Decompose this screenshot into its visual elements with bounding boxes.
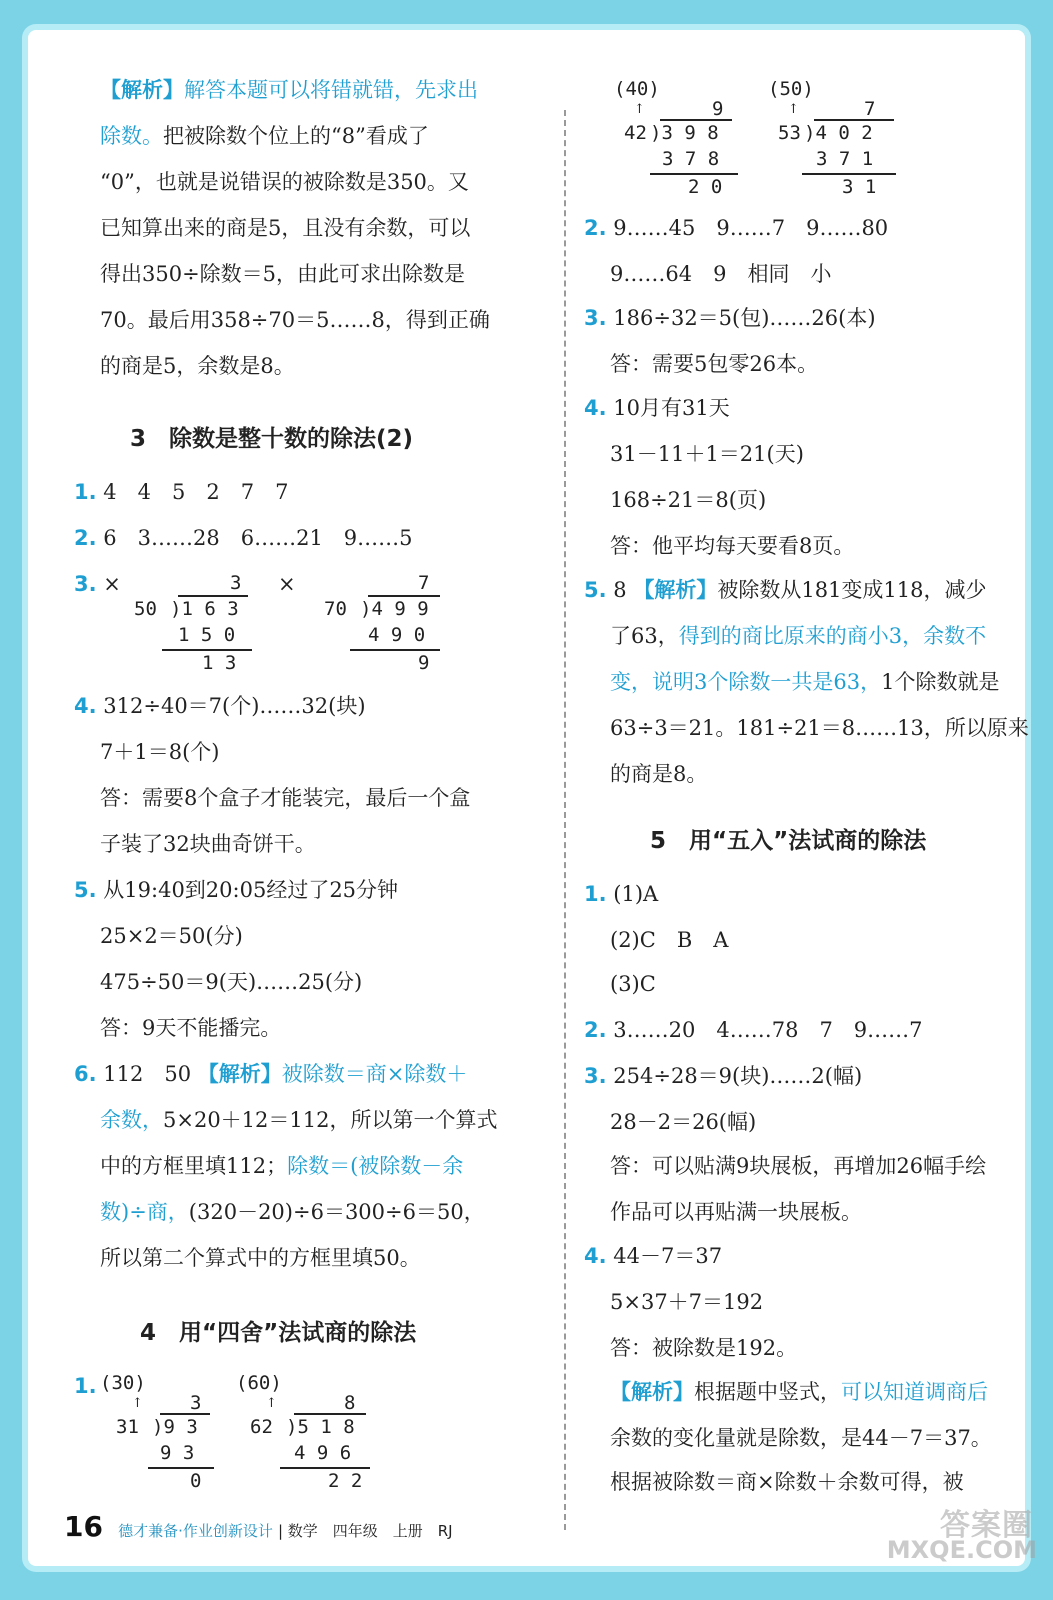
s3-q6-line-2: 余数，5×20＋12＝112，所以第一个算式 [100, 1108, 498, 1132]
s3-q4-line-2: 7＋1＝8(个) [100, 740, 220, 764]
r-q4-line-1: 4. 10月有31天 [584, 396, 730, 420]
r-q5-line-2: 了63，得到的商比原来的商小3，余数不 [610, 624, 987, 648]
s5-q1-line-3: (3)C [610, 972, 656, 996]
r-q5-line-5: 的商是8。 [610, 762, 708, 786]
s5-q2: 2. 3……20 4……78 7 9……7 [584, 1018, 923, 1042]
s3-q3: 3. × [74, 572, 121, 596]
r-q3-line-1: 3. 186÷32＝5(包)……26(本) [584, 306, 876, 330]
s3-q2: 2. 6 3……28 6……21 9……5 [74, 526, 413, 550]
s3-q5-line-1: 5. 从19:40到20:05经过了25分钟 [74, 878, 399, 902]
s5-q1-line-2: (2)C B A [610, 928, 729, 952]
s3-q3-cross-2: × [278, 572, 296, 596]
intro-line-2: 除数。把被除数个位上的“8”看成了 [100, 124, 429, 148]
watermark-url: MXQE.COM [886, 1536, 1037, 1564]
s5-q3-line-1: 3. 254÷28＝9(块)……2(幅) [584, 1064, 863, 1088]
page-footer [64, 1510, 453, 1543]
section-4-heading: 4 用“四舍”法试商的除法 [140, 1320, 417, 1346]
s5-q4-line-2: 5×37＋7＝192 [610, 1290, 764, 1314]
s5-q4-explain-1: 【解析】根据题中竖式，可以知道调商后 [610, 1379, 988, 1404]
intro-line-7: 的商是5，余数是8。 [100, 354, 295, 378]
s5-q3-line-3: 答：可以贴满9块展板，再增加26幅手绘 [610, 1154, 987, 1178]
s5-q4-explain-2: 余数的变化量就是除数，是44－7＝37。 [610, 1426, 992, 1450]
intro-line-4: 已知算出来的商是5，且没有余数，可以 [100, 216, 471, 240]
r-q5-line-1: 5. 8 【解析】被除数从181变成118，减少 [584, 577, 987, 602]
s3-q5-line-3: 475÷50＝9(天)……25(分) [100, 970, 363, 994]
s3-q6-line-4: 数)÷商，(320－20)÷6＝300÷6＝50， [100, 1200, 485, 1224]
s5-q3-line-4: 作品可以再贴满一块展板。 [610, 1200, 862, 1224]
page-number: 16 [64, 1510, 103, 1543]
watermark-logo: 答案圈 [940, 1508, 1033, 1543]
s3-q5-line-4: 答：9天不能播完。 [100, 1016, 282, 1040]
r-q5-line-4: 63÷3＝21。181÷21＝8……13，所以原来 [610, 716, 1029, 740]
r-q5-line-3: 变，说明3个除数一共是63，1个除数就是 [610, 670, 1000, 694]
intro-line-3: “0”，也就是说错误的被除数是350。又 [100, 170, 469, 194]
intro-line-6: 70。最后用358÷70＝5……8，得到正确 [100, 308, 490, 332]
intro-line-5: 得出350÷除数＝5，由此可求出除数是 [100, 262, 466, 286]
r-q2-line-1: 2. 9……45 9……7 9……80 [584, 216, 889, 240]
r-q2-line-2: 9……64 9 相同 小 [610, 262, 832, 286]
r-q3-line-2: 答：需要5包零26本。 [610, 352, 819, 376]
s3-q4-line-3: 答：需要8个盒子才能装完，最后一个盒 [100, 786, 471, 810]
page-frame: 【解析】解答本题可以将错就错，先求出 除数。把被除数个位上的“8”看成了 “0”，也就是说错误的被除数是350。又 已知算出来的商是5，且没有余数，可以 得出350÷除数＝5，由此可求出除数是 70。最后用358÷70＝5……8，得到正确 的商是5，余数是8。 3 除数是整十数的除法(2) 1. 4 4 5 2 7 7 2. 6 3……28 6……21 9……5 3. × × 3 50 )1 6 3 1 5 0 1 3 7 70 )4 9 9 4 9 0 9 4. 312÷40＝7(个)……32(块) 7＋1＝8(个) 答：需要8个盒子才能装完，最后一个盒 子装了32块曲奇饼干。 5. 从19:40到20:05经过了25分钟 25×2＝50(分) 475÷50＝9(天)……25(分) 答：9天不能播完。 6. 112 50 【解析】被除数＝商×除数＋ 余数，5×20＋12＝112，所以第一个算式 中的方框里填112；除数＝(被除数－余 数)÷商，(320－20)÷6＝300÷6＝50， 所以第二个算式中的方框里填50。 4 用“四舍”法试商的除法 1. (30) ↑ 3 31 )9 3 9 3 0 (60) ↑ 8 62 )5 1 8 4 9 6 2 2 (40) ↑ 9 42 )3 9 8 3 7 8 2 0 (50) ↑ 7 53 )4 0 2 3 7 1 3 1 2. 9……45 9……7 9……80 9……64 9 相同 小 3. 186÷32＝5(包)……26(本) 答：需要5包零26本。 4. 10月有31天 31－11＋1＝21(天) 168÷21＝8(页) 答：他平均每天要看8页。 5. 8 【解析】被除数从181变成118，减少 了63，得到的商比原来的商小3，余数不 变，说明3个除数一共是63，1个除数就是 63÷3＝21。181÷21＝8……13，所以原来 的商是8。 5 用“五入”法试商的除法 1. (1)A (2)C B A (3)C 2. 3……20 4……78 7 9……7 3. 254÷28＝9(块)……2(幅) 28－2＝26(幅) 答：可以贴满9块展板，再增加26幅手绘 作品可以再贴满一块展板。 4. 44－7＝37 5×37＋7＝192 答：被除数是192。 【解析】根据题中竖式，可以知道调商后 余数的变化量就是除数，是44－7＝37。 根据被除数＝商×除数＋余数可得，被 16 德才兼备·作业创新设计 | 数学 四年级 上册 RJ [28, 30, 1025, 1566]
r-q4-line-4: 答：他平均每天要看8页。 [610, 534, 855, 558]
section-3-heading: 3 除数是整十数的除法(2) [130, 426, 414, 452]
s3-q6-line-3: 中的方框里填112；除数＝(被除数－余 [100, 1154, 464, 1178]
s5-q4-explain-3: 根据被除数＝商×除数＋余数可得，被 [610, 1470, 964, 1494]
book-info: | 数学 四年级 上册 RJ [277, 1522, 453, 1540]
intro-line-1: 【解析】解答本题可以将错就错，先求出 [100, 77, 478, 102]
section-5-heading: 5 用“五入”法试商的除法 [650, 828, 927, 854]
s3-q1: 1. 4 4 5 2 7 7 [74, 480, 289, 504]
r-q4-line-3: 168÷21＝8(页) [610, 488, 767, 512]
s3-q4-line-4: 子装了32块曲奇饼干。 [100, 832, 316, 856]
s5-q4-line-1: 4. 44－7＝37 [584, 1244, 723, 1268]
s3-q4-line-1: 4. 312÷40＝7(个)……32(块) [74, 694, 366, 718]
s4-q1-number: 1. [74, 1374, 97, 1398]
s5-q1-line-1: 1. (1)A [584, 882, 659, 906]
s3-q6-line-5: 所以第二个算式中的方框里填50。 [100, 1246, 421, 1270]
r-q4-line-2: 31－11＋1＝21(天) [610, 442, 804, 466]
s5-q3-line-2: 28－2＝26(幅) [610, 1110, 757, 1134]
s3-q6-line-1: 6. 112 50 【解析】被除数＝商×除数＋ [74, 1061, 468, 1086]
column-divider [564, 110, 566, 1530]
s3-q5-line-2: 25×2＝50(分) [100, 924, 243, 948]
s5-q4-line-3: 答：被除数是192。 [610, 1336, 798, 1360]
series-title: 德才兼备·作业创新设计 [118, 1522, 273, 1540]
